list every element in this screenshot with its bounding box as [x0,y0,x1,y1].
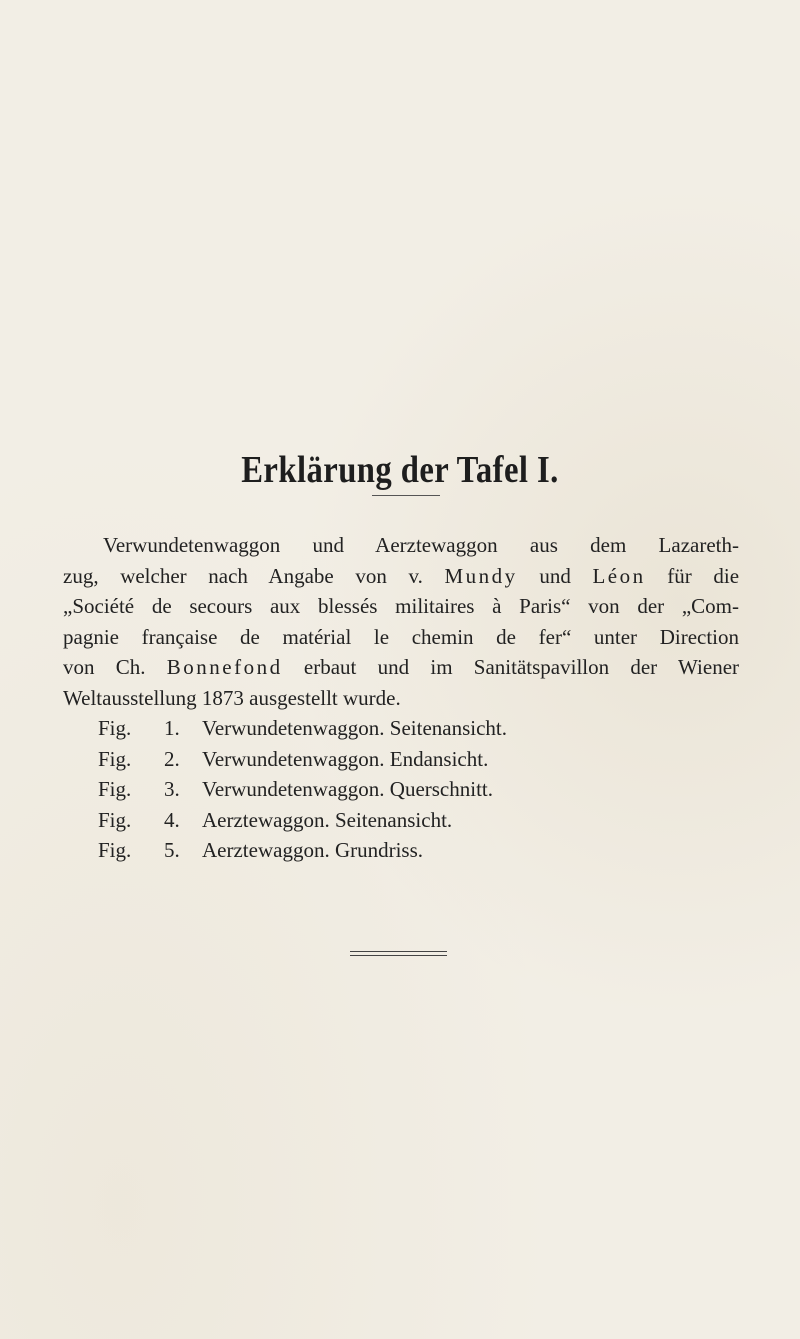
paragraph-line-5 [63,652,739,683]
figure-number: 3. [164,777,180,801]
figure-description: Aerztewaggon. Grundriss. [202,838,424,862]
paragraph-line-2-text-c: für die [667,563,740,588]
end-double-rule [350,951,447,956]
figure-item [98,744,507,775]
paragraph-line-5-text-a: von Ch. [63,655,146,679]
person-name-leon: Léon [592,563,646,588]
figure-number: 4. [164,807,180,832]
figure-label: Fig. [98,777,132,801]
figure-description: Aerztewaggon. Seitenansicht. [202,807,453,832]
figure-label: Fig. [98,838,132,862]
figure-description: Verwundetenwaggon. Seitenansicht. [202,716,508,740]
figure-description: Verwundetenwaggon. Endansicht. [202,746,489,771]
title-divider [372,495,440,496]
figure-item [98,713,507,744]
person-name-bonnefond: Bonnefond [166,655,283,679]
paragraph-line-2-text-a: zug, welcher nach Angabe von v. [63,563,423,588]
paragraph-line-1 [63,530,739,561]
paragraph-line-6: Weltausstellung 1873 ausgestellt wurde. [63,685,401,710]
figure-item [98,835,507,866]
paragraph-line-5-text-b: erbaut und im Sanitätspavillon der Wiener [303,655,740,679]
paragraph-line-1-text: Verwundetenwaggon und Aerztewaggon aus dem Lazareth- [103,533,739,557]
figure-number: 1. [164,716,180,740]
figure-label: Fig. [98,807,132,832]
figure-number: 5. [164,838,180,862]
figure-label: Fig. [98,746,132,771]
page-title: Erklärung der Tafel I. [241,449,559,491]
paragraph-line-4: pagnie française de matérial le chemin de fer“ unter Direction [63,624,739,649]
description-paragraph [63,530,739,713]
paragraph-line-3: „Société de secours aux blessés militaires à Paris“ von der „Com- [63,594,739,618]
figure-description: Verwundetenwaggon. Querschnitt. [202,777,494,801]
paragraph-line-2 [63,561,739,592]
figure-label: Fig. [98,716,132,740]
paragraph-line-2-text-b: und [539,563,571,588]
person-name-mundy: Mundy [444,563,518,588]
figure-item [98,774,507,805]
figure-item [98,805,507,836]
figure-number: 2. [164,746,180,771]
figure-list [98,713,507,866]
